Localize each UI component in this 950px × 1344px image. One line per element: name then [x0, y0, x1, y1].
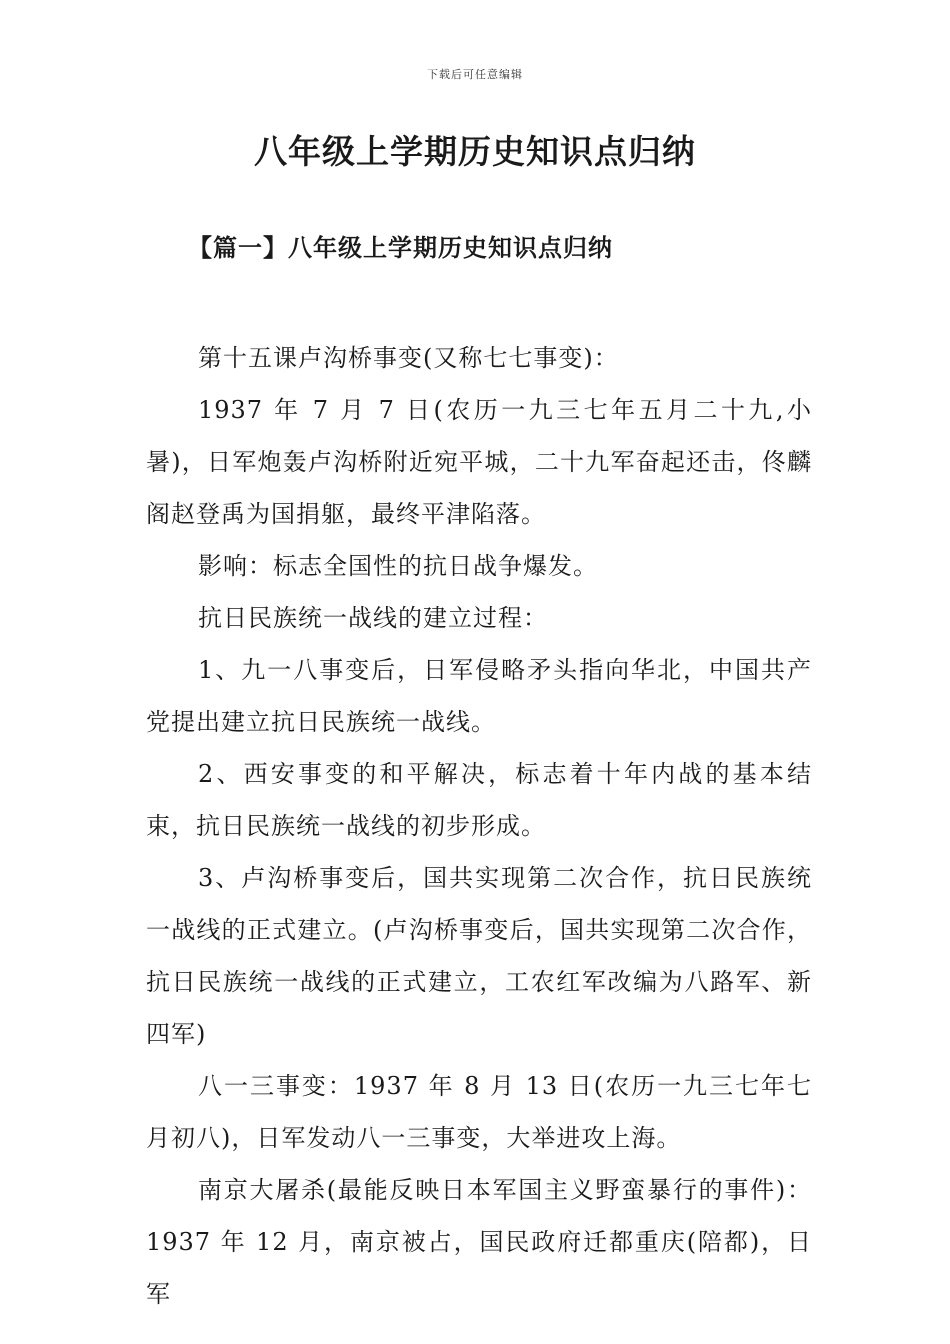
body-text — [146, 332, 812, 1320]
paragraph: 1937 年 7 月 7 日(农历一九三七年五月二十九,小暑)，日军炮轰卢沟桥附近宛平城，二十九军奋起还击，佟麟阁赵登禹为国捐躯，最终平津陷落。 — [146, 396, 812, 528]
section-heading: 【篇一】八年级上学期历史知识点归纳 — [188, 233, 613, 262]
paragraph: 3、卢沟桥事变后，国共实现第二次合作，抗日民族统一战线的正式建立。(卢沟桥事变后，国共实现第二次合作，抗日民族统一战线的正式建立，工农红军改编为八路军、新四军) — [146, 864, 812, 1048]
paragraph: 影响：标志全国性的抗日战争爆发。 — [198, 552, 598, 580]
paragraph: 1、九一八事变后，日军侵略矛头指向华北，中国共产党提出建立抗日民族统一战线。 — [146, 656, 812, 736]
document-title: 八年级上学期历史知识点归纳 — [254, 132, 696, 171]
paragraph: 南京大屠杀(最能反映日本军国主义野蛮暴行的事件)：1937 年 12 月，南京被占，国民政府迁都重庆(陪都)，日军 — [146, 1176, 812, 1308]
paragraph: 抗日民族统一战线的建立过程： — [198, 604, 548, 632]
download-note: 下载后可任意编辑 — [427, 68, 523, 81]
paragraph: 八一三事变：1937 年 8 月 13 日(农历一九三七年七月初八)，日军发动八一三事变，大举进攻上海。 — [146, 1072, 812, 1152]
paragraph: 2、西安事变的和平解决，标志着十年内战的基本结束，抗日民族统一战线的初步形成。 — [146, 760, 812, 840]
paragraph: 第十五课卢沟桥事变(又称七七事变)： — [198, 344, 619, 372]
